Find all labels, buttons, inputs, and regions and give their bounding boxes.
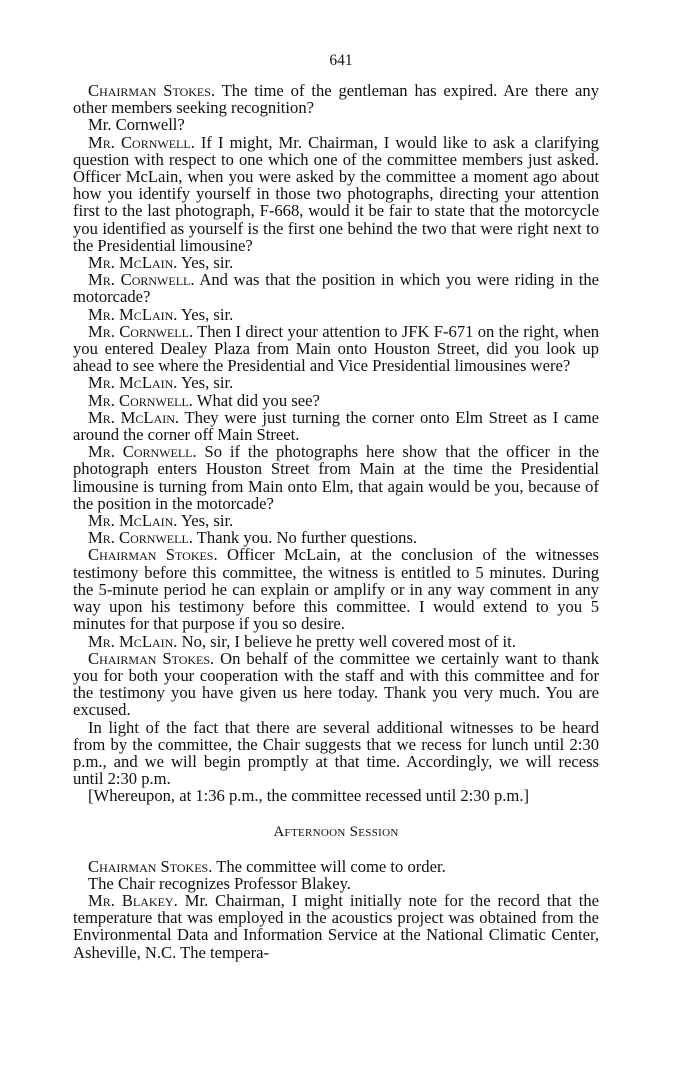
- transcript-paragraph: [73, 134, 599, 254]
- paragraph-text: So if the photographs here show that the officer in the photograph enters Houston Street from Main at the time the Presidential limousine is turning from Main onto Elm, that again would be you, because of the position in the motorcade?: [73, 442, 599, 513]
- paragraph-text: Then I direct your attention to JFK F-671 on the right, when you entered Dealey Plaza from Main onto Houston Street, did you look up ahead to see where the Presidential and Vice Presidential limousines were?: [73, 321, 599, 376]
- transcript-paragraph: [73, 719, 599, 788]
- transcript-paragraph: [73, 650, 599, 719]
- transcript-paragraph: [73, 633, 599, 650]
- paragraph-text: Yes, sir.: [177, 373, 234, 393]
- transcript-paragraph: [73, 858, 599, 875]
- paragraph-text: Mr. Cornwell?: [88, 115, 185, 135]
- paragraph-text: Yes, sir.: [177, 304, 234, 324]
- paragraph-text: And was that the position in which you were riding in the motorcade?: [73, 270, 599, 307]
- transcript-paragraph: [73, 546, 599, 632]
- paragraph-text: In light of the fact that there are several additional witnesses to be heard from by the committee, the Chair suggests that we recess for lunch until 2:30 p.m., and we will begin promptly at that time. Accordingly, we will recess until 2:30 p.m.: [73, 717, 599, 789]
- transcript-paragraph: [73, 512, 599, 529]
- speaker-name: Mr. Cornwell.: [88, 132, 195, 152]
- transcript-paragraph: [73, 443, 599, 512]
- transcript-paragraph: [73, 875, 599, 892]
- speaker-name: Chairman Stokes.: [88, 648, 215, 668]
- speaker-name: Mr. McLain.: [88, 407, 180, 427]
- paragraph-text: Yes, sir.: [177, 511, 234, 531]
- speaker-name: Mr. Cornwell.: [88, 270, 195, 290]
- paragraph-text: Mr. Chairman, I might initially note for the record that the temperature that was employed in the acoustics project was obtained from the Environmental Data and Information Service at the National Climatic Center, Asheville, N.C. The tempera-: [73, 890, 599, 962]
- transcript-before-recess: [73, 82, 599, 805]
- speaker-name: Mr. Blakey.: [88, 890, 178, 910]
- section-heading-text: Afternoon Session: [273, 823, 399, 840]
- transcript-paragraph: [73, 116, 599, 133]
- paragraph-text: Thank you. No further questions.: [192, 528, 418, 548]
- speaker-name: Mr. Cornwell.: [88, 528, 193, 548]
- transcript-paragraph: [73, 306, 599, 323]
- paragraph-text: They were just turning the corner onto Elm Street as I came around the corner off Main Street.: [73, 407, 599, 445]
- transcript-paragraph: [73, 323, 599, 375]
- transcript-paragraph: [73, 82, 599, 116]
- transcript-paragraph: [73, 271, 599, 305]
- speaker-name: Mr. McLain.: [88, 304, 178, 324]
- speaker-name: Mr. Cornwell.: [88, 390, 193, 410]
- paragraph-text: What did you see?: [192, 390, 320, 410]
- transcript-paragraph: [73, 787, 599, 804]
- document-page: [73, 52, 599, 961]
- transcript-paragraph: [73, 892, 599, 961]
- speaker-name: Mr. Cornwell.: [88, 321, 194, 341]
- paragraph-text: The time of the gentleman has expired. Are there any other members seeking recognition?: [73, 81, 599, 118]
- transcript-afternoon-session: [73, 858, 599, 961]
- section-heading: [73, 824, 599, 841]
- transcript-paragraph: [73, 529, 599, 546]
- transcript-paragraph: [73, 374, 599, 391]
- speaker-name: Mr. McLain.: [88, 631, 178, 651]
- paragraph-text: The committee will come to order.: [212, 856, 446, 876]
- speaker-name: Chairman Stokes.: [88, 81, 216, 100]
- speaker-name: Mr. Cornwell.: [88, 442, 197, 462]
- speaker-name: Chairman Stokes.: [88, 545, 218, 565]
- transcript-paragraph: [73, 392, 599, 409]
- speaker-name: Mr. McLain.: [88, 511, 178, 531]
- paragraph-text: On behalf of the committee we certainly want to thank you for both your cooperation with the staff and with this committee and for the testimony you have given us here today. Thank you very much. You are excused.: [73, 648, 599, 720]
- paragraph-text: Yes, sir.: [177, 253, 234, 273]
- paragraph-text: [Whereupon, at 1:36 p.m., the committee recessed until 2:30 p.m.]: [88, 786, 529, 806]
- transcript-paragraph: [73, 409, 599, 443]
- paragraph-text: The Chair recognizes Professor Blakey.: [88, 873, 351, 893]
- speaker-name: Mr. McLain.: [88, 253, 178, 273]
- paragraph-text: If I might, Mr. Chairman, I would like to ask a clarifying question with respect to one which one of the committee members just asked. Officer McLain, when you were asked by the committee a moment ago about how you identify yourself in those two photographs, directing your attention first to the last photograph, F-668, would it be fair to state that the motorcycle you identified as yourself is the first one behind the two that were right next to the Presidential limousine?: [73, 132, 599, 255]
- paragraph-text: No, sir, I believe he pretty well covered most of it.: [177, 631, 516, 651]
- paragraph-text: Officer McLain, at the conclusion of the witnesses testimony before this committee, the witness is entitled to 5 minutes. During the 5-minute period he can explain or amplify or in any way comment in any way upon his testimony before this committee. I would extend to you 5 minutes for that purpose if you so desire.: [73, 545, 599, 634]
- transcript-paragraph: [73, 254, 599, 271]
- speaker-name: Chairman Stokes.: [88, 856, 213, 876]
- page-number: 641: [329, 52, 353, 69]
- speaker-name: Mr. McLain.: [88, 373, 178, 393]
